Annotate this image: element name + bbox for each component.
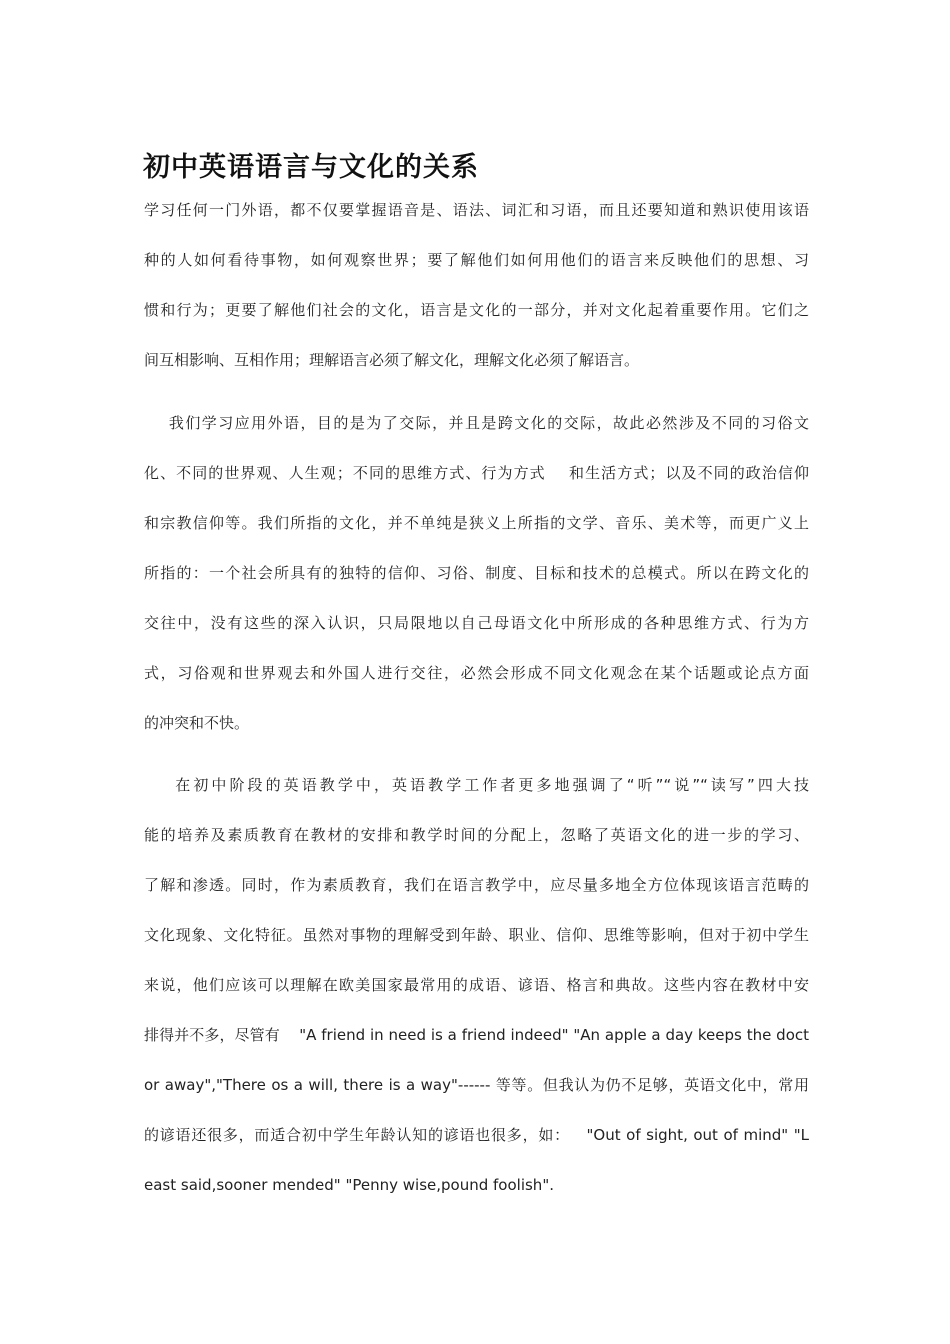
text-line: 种的人如何看待事物，如何观察世界；要了解他们如何用他们的语言来反映他们的思想、习 [144,251,809,269]
text-line: 惯和行为；更要了解他们社会的文化，语言是文化的一部分，并对文化起着重要作用。它们之 [144,301,809,319]
text-line: 能的培养及素质教育在教材的安排和教学时间的分配上，忽略了英语文化的进一步的学习、 [144,826,809,844]
text-line: 交往中，没有这些的深入认识，只局限地以自己母语文化中所形成的各种思维方式、行为方 [144,614,809,632]
text-line: 和宗教信仰等。我们所指的文化，并不单纯是狭义上所指的文学、音乐、美术等，而更广义上 [144,514,809,532]
text-line: 的冲突和不快。 [144,714,250,732]
text-line: 学习任何一门外语，都不仅要掌握语音是、语法、词汇和习语，而且还要知道和熟识使用该语 [144,201,809,219]
text-line: 文化现象、文化特征。虽然对事物的理解受到年龄、职业、信仰、思维等影响，但对于初中学生 [144,926,809,944]
text-line: 排得并不多，尽管有 "A friend in need is a friend indeed" "An apple a day keeps the doct [144,1026,809,1044]
text-line: 我们学习应用外语，目的是为了交际，并且是跨文化的交际，故此必然涉及不同的习俗文 [144,414,809,432]
text-line: or away","There os a will, there is a way"------ 等等。但我认为仍不足够，英语文化中，常用 [144,1076,809,1094]
text-line: 来说，他们应该可以理解在欧美国家最常用的成语、谚语、格言和典故。这些内容在教材中安 [144,976,809,994]
text-line: 式，习俗观和世界观去和外国人进行交往，必然会形成不同文化观念在某个话题或论点方面 [144,664,809,682]
text-line: 所指的：一个社会所具有的独特的信仰、习俗、制度、目标和技术的总模式。所以在跨文化的 [144,564,809,582]
document-title: 初中英语语言与文化的关系 [143,152,479,184]
text-line: east said,sooner mended" "Penny wise,pound foolish". [144,1176,554,1194]
text-line: 了解和渗透。同时，作为素质教育，我们在语言教学中，应尽量多地全方位体现该语言范畴的 [144,876,809,894]
text-line: 的谚语还很多，而适合初中学生年龄认知的谚语也很多，如： "Out of sight, out of mind" "L [144,1126,809,1144]
text-line: 间互相影响、互相作用；理解语言必须了解文化，理解文化必须了解语言。 [144,351,640,369]
text-line: 化、不同的世界观、人生观；不同的思维方式、行为方式 和生活方式；以及不同的政治信仰 [144,464,809,482]
text-line: 在初中阶段的英语教学中，英语教学工作者更多地强调了“听”“说”“读写”四大技 [144,776,809,794]
